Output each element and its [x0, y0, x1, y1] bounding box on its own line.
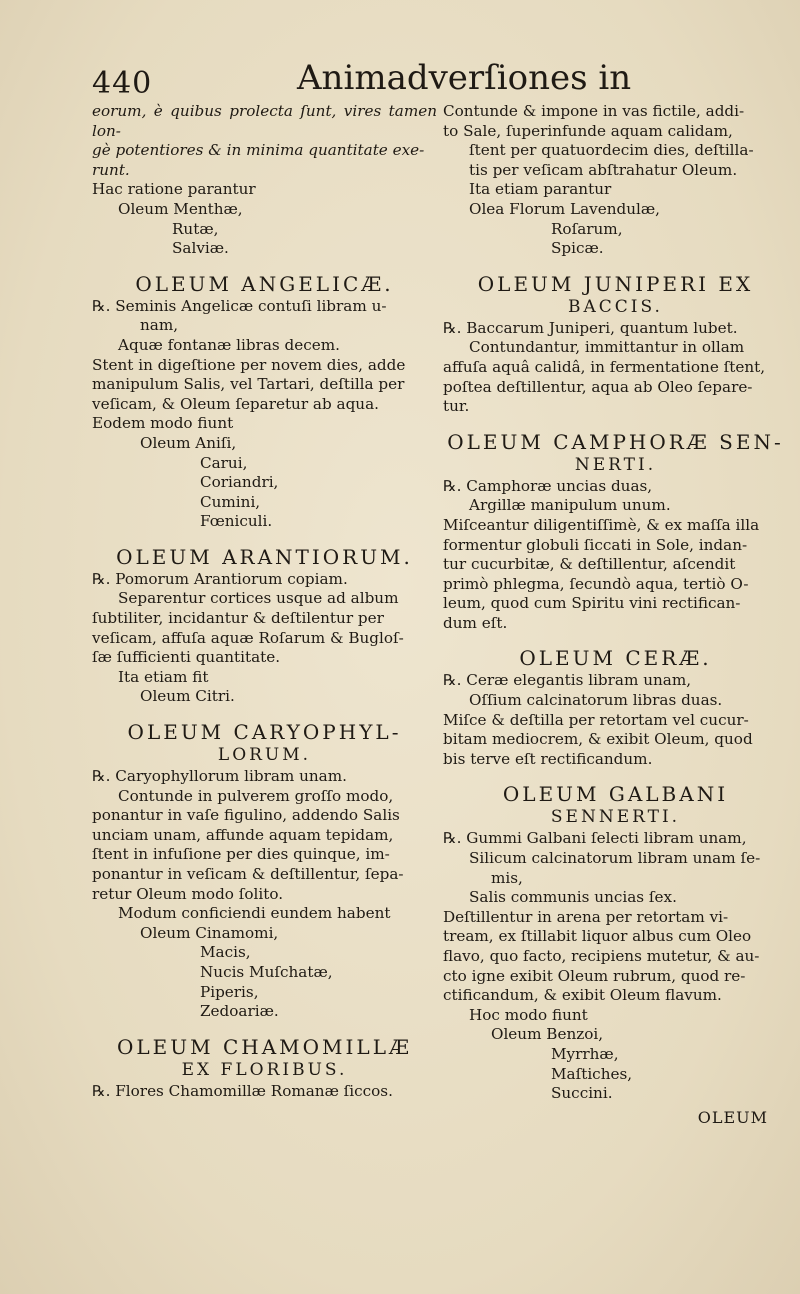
text-line: Olea Florum Lavendulæ,: [469, 199, 660, 218]
section-heading: OLEUM ANGELICÆ.: [135, 271, 394, 296]
text-line: ponantur in veſicam & deſtillentur, ſepa-: [92, 865, 404, 883]
text-line: cto igne exibit Oleum rubrum, quod re-: [443, 966, 746, 985]
section-heading: BACCIS.: [568, 296, 663, 317]
section-heading: OLEUM CARYOPHYL-: [127, 720, 402, 745]
section-heading: OLEUM ARANTIORUM.: [116, 544, 413, 569]
text-line: Rutæ,: [172, 219, 219, 238]
text-line: Silicum calcinatorum libram unam ſe-: [469, 849, 761, 868]
text-line: Contunde & impone in vas fictile, addi-: [443, 102, 745, 120]
text-line: Oleum Aniſi,: [140, 433, 237, 452]
section-heading: LORUM.: [217, 745, 312, 766]
text-line: ſtent in infuſione per dies quinque, im-: [92, 845, 390, 864]
section-heading: OLEUM JUNIPERI EX: [477, 271, 754, 296]
text-line: Maſtiches,: [551, 1064, 633, 1083]
text-line: bis terve eſt rectificandum.: [443, 749, 653, 768]
page-header: [92, 58, 792, 101]
text-line: Myrrhæ,: [551, 1044, 619, 1063]
section-heading: OLEUM GALBANI: [502, 782, 729, 807]
text-line: Oleum Menthæ,: [118, 199, 243, 218]
text-line: Spicæ.: [551, 239, 604, 258]
text-line: Ita etiam parantur: [469, 180, 612, 199]
text-line: Hac ratione parantur: [92, 180, 256, 199]
text-line: Separentur cortices usque ad album: [118, 589, 399, 608]
text-line: ℞. Seminis Angelicæ contuſi libram u-: [92, 296, 387, 315]
text-line: Piperis,: [200, 982, 259, 1001]
text-line: ſtent per quatuordecim dies, deſtilla-: [469, 141, 754, 160]
text-line: veſicam, & Oleum ſeparetur ab aqua.: [92, 394, 379, 413]
text-line: Roſarum,: [551, 219, 623, 238]
text-line: Aquæ fontanæ libras decem.: [118, 335, 340, 354]
section-heading: SENNERTI.: [550, 807, 681, 828]
text-line: Succini.: [551, 1084, 613, 1103]
section-heading: OLEUM CHAMOMILLÆ: [117, 1034, 412, 1059]
text-line: ℞. Camphoræ uncias duas,: [443, 476, 653, 495]
text-line: ℞. Caryophyllorum libram unam.: [92, 767, 347, 786]
text-line: Hoc modo fiunt: [469, 1005, 588, 1024]
right-column: [443, 102, 788, 1127]
text-line: tur cucurbitæ, & deſtillentur, aſcendit: [443, 555, 736, 574]
text-line: bitam mediocrem, & exibit Oleum, quod: [443, 730, 753, 749]
text-line: runt.: [92, 160, 130, 179]
text-line: Ita etiam fit: [118, 667, 209, 686]
text-line: Oleum Citri.: [140, 687, 235, 706]
text-line: ſæ ſufficienti quantitate.: [92, 648, 281, 667]
text-line: tis per veſicam abſtrahatur Oleum.: [469, 160, 738, 179]
text-line: formentur globuli ſiccati in Sole, indan-: [443, 535, 748, 554]
text-line: nam,: [140, 316, 179, 335]
text-line: Cumini,: [200, 492, 261, 511]
text-line: Oleum Benzoi,: [491, 1025, 604, 1044]
text-line: ſubtiliter, incidantur & deſtilentur per: [92, 609, 384, 628]
text-line: Eodem modo fiunt: [92, 414, 234, 433]
text-line: primò phlegma, ſecundò aqua, tertiò O-: [443, 574, 749, 593]
text-line: ℞. Pomorum Arantiorum copiam.: [92, 569, 348, 588]
section-heading: OLEUM CERÆ.: [519, 646, 712, 671]
text-line: Stent in digeſtione per novem dies, adde: [92, 355, 406, 374]
text-line: Nucis Muſchatæ,: [200, 962, 333, 981]
text-line: Fœniculi.: [200, 512, 273, 531]
text-line: ℞. Ceræ elegantis libram unam,: [443, 671, 692, 690]
text-line: flavo, quo facto, recipiens mutetur, & au-: [443, 947, 760, 965]
section-heading: EX FLORIBUS.: [181, 1059, 348, 1080]
left-column: [92, 102, 437, 1101]
section-heading: OLEUM CAMPHORÆ SEN-: [447, 429, 784, 454]
text-line: Miſce & deſtilla per retortam vel cucur-: [443, 710, 749, 729]
text-line: to Sale, ſuperinfunde aquam calidam,: [443, 121, 733, 140]
text-line: retur Oleum modo ſolito.: [92, 884, 284, 903]
text-line: Deſtillentur in arena per retortam vi-: [443, 907, 729, 926]
text-line: tream, ex ſtillabit liquor albus cum Oleo: [443, 927, 752, 946]
text-line: dum eſt.: [443, 613, 508, 632]
text-line: ctificandum, & exibit Oleum flavum.: [443, 986, 722, 1005]
text-line: Coriandri,: [200, 473, 279, 492]
text-line: Miſceantur diligentiſſimè, & ex maſſa illa: [443, 515, 760, 534]
text-line: ℞. Baccarum Juniperi, quantum lubet.: [443, 318, 738, 337]
text-line: Oſſium calcinatorum libras duas.: [469, 691, 723, 710]
text-line: eorum, è quibus prolecta ſunt, vires tamen lon-: [92, 102, 437, 140]
text-line: Carui,: [200, 453, 248, 472]
text-line: leum, quod cum Spiritu vini rectifican-: [443, 594, 741, 613]
text-line: manipulum Salis, vel Tartari, deſtilla per: [92, 375, 405, 394]
text-line: Salis communis uncias ſex.: [469, 888, 677, 907]
text-line: Zedoariæ.: [200, 1002, 279, 1021]
text-line: gè potentiores & in minima quantitate exe-: [92, 141, 425, 160]
catchword: OLEUM: [697, 1107, 768, 1127]
text-line: Oleum Cinamomi,: [140, 923, 279, 942]
section-heading: NERTI.: [574, 454, 657, 475]
text-line: poſtea deſtillentur, aqua ab Oleo ſepare-: [443, 377, 753, 396]
text-line: Contunde in pulverem groſſo modo,: [118, 786, 394, 805]
text-line: veſicam, affuſa aquæ Roſarum & Bugloſ-: [92, 628, 404, 647]
text-line: ℞. Flores Chamomillæ Romanæ ſiccos.: [92, 1081, 393, 1100]
text-line: Contundantur, immittantur in ollam: [469, 338, 745, 357]
running-title: Animadverſiones in: [297, 58, 632, 98]
text-line: ponantur in vaſe figulino, addendo Salis: [92, 806, 400, 825]
text-line: tur.: [443, 397, 470, 416]
text-line: affuſa aquâ calidâ, in fermentatione ſtent,: [443, 357, 766, 376]
text-line: Modum conficiendi eundem habent: [118, 904, 391, 923]
text-line: mis,: [491, 868, 523, 887]
text-line: unciam unam, affunde aquam tepidam,: [92, 825, 394, 844]
text-line: Salviæ.: [172, 239, 229, 258]
text-line: Argillæ manipulum unum.: [469, 496, 671, 515]
text-line: ℞. Gummi Galbani ſelecti libram unam,: [443, 829, 747, 848]
page-number: 440: [92, 66, 153, 101]
text-line: Macis,: [200, 943, 251, 962]
